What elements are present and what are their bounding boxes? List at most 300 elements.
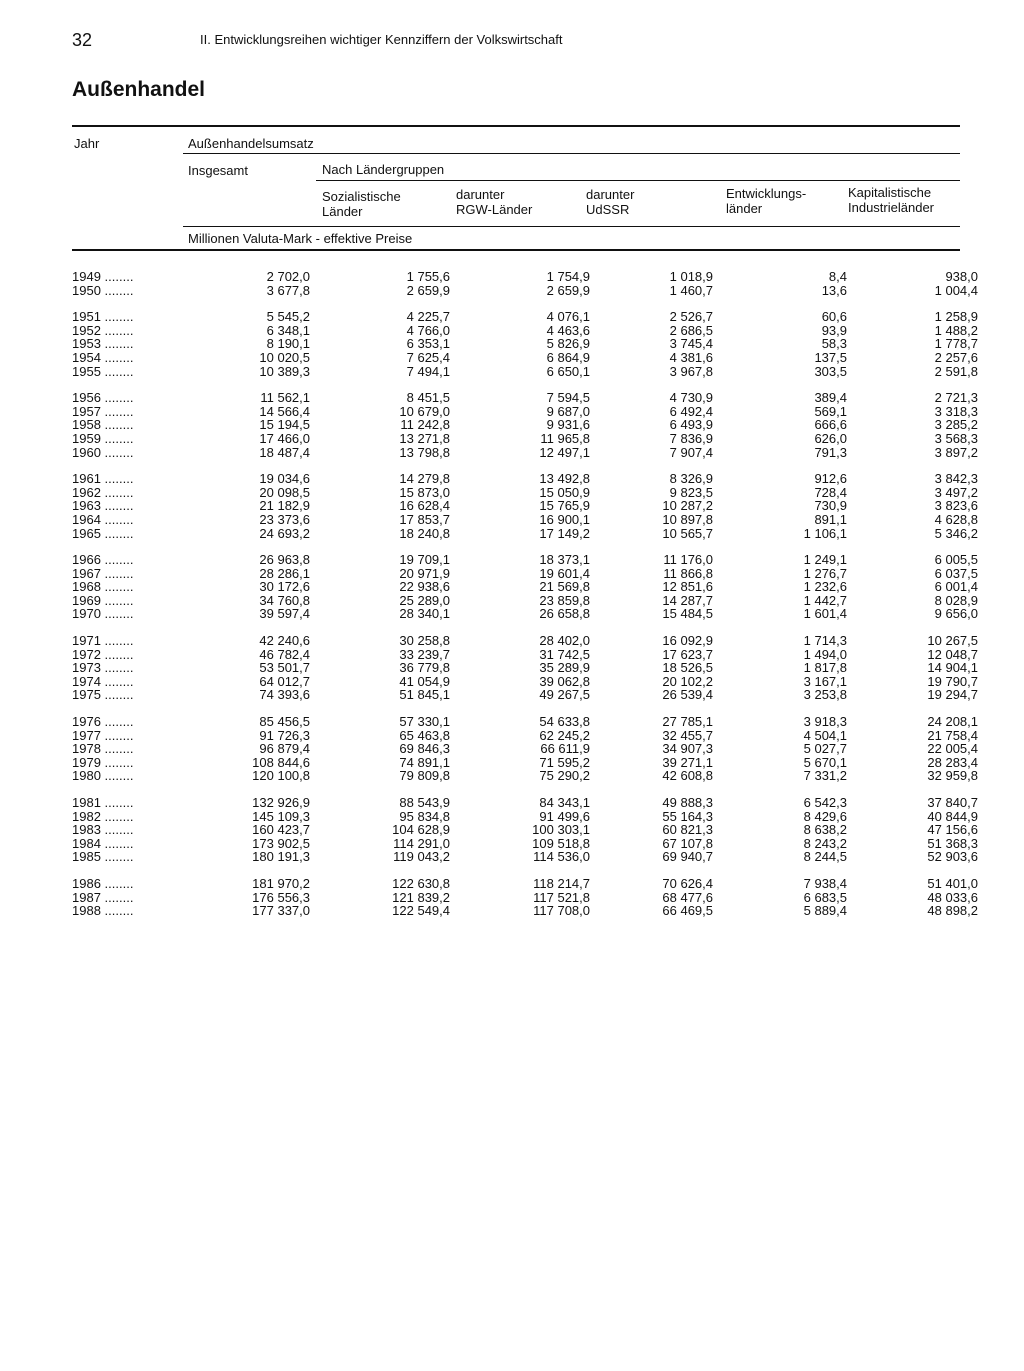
udssr-cell: 15 484,5 [662,606,713,622]
entwicklungslaender-cell: 730,9 [814,498,847,514]
table-row [72,378,978,405]
year-cell: 1977 ........ [72,727,134,743]
entwicklungslaender-cell: 5 027,7 [803,741,847,757]
sozialistische-cell: 104 628,9 [392,822,450,838]
year-cell: 1964 ........ [72,511,134,527]
rgw-cell: 4 463,6 [546,322,590,338]
rgw-cell: 118 214,7 [533,875,590,891]
rgw-cell: 62 245,2 [539,727,590,743]
insgesamt-cell: 85 456,5 [259,714,310,730]
sozialistische-cell: 11 242,8 [400,417,450,433]
table-row [72,904,978,918]
year-cell: 1949 ........ [72,269,134,284]
udssr-cell: 3 745,4 [669,336,713,352]
table-row [72,675,978,689]
insgesamt-cell: 145 109,3 [252,808,310,824]
header-sozialistische-laender [322,189,401,219]
rgw-cell: 28 402,0 [539,633,590,649]
insgesamt-cell: 120 100,8 [252,768,310,784]
kapitalistische-cell: 1 004,4 [934,282,978,298]
udssr-cell: 1 018,9 [669,269,713,284]
year-cell: 1954 ........ [72,349,134,365]
entwicklungslaender-cell: 1 601,4 [803,606,847,622]
udssr-cell: 32 455,7 [662,727,713,743]
insgesamt-cell: 18 487,4 [259,444,310,460]
year-cell: 1961 ........ [72,471,134,487]
rgw-cell: 23 859,8 [539,592,590,608]
kapitalistische-cell: 1 488,2 [934,322,978,338]
sozialistische-cell: 25 289,0 [399,592,450,608]
insgesamt-cell: 3 677,8 [266,282,310,298]
rgw-cell: 1 754,9 [546,269,590,284]
insgesamt-cell: 34 760,8 [259,592,310,608]
kapitalistische-cell: 14 904,1 [927,660,978,676]
rgw-cell: 2 659,9 [546,282,590,298]
insgesamt-cell: 11 562,1 [260,390,310,406]
udssr-cell: 9 823,5 [669,484,713,500]
header-rgw-laender [456,187,532,217]
entwicklungslaender-cell: 6 683,5 [803,889,847,905]
insgesamt-cell: 21 182,9 [259,498,310,514]
sozialistische-cell: 7 494,1 [406,363,450,379]
rgw-cell: 11 965,8 [540,430,590,446]
insgesamt-cell: 19 034,6 [259,471,310,487]
sozialistische-cell: 122 630,8 [392,875,450,891]
insgesamt-cell: 17 466,0 [259,430,310,446]
entwicklungslaender-cell: 3 918,3 [803,714,847,730]
entwicklungslaender-cell: 1 232,6 [803,579,847,595]
kapitalistische-cell: 24 208,1 [927,714,978,730]
kapitalistische-cell: 3 285,2 [934,417,978,433]
sozialistische-cell: 22 938,6 [399,579,450,595]
insgesamt-cell: 176 556,3 [252,889,310,905]
year-cell: 1963 ........ [72,498,134,514]
udssr-cell: 39 271,1 [662,754,713,770]
header-kapitalistische-industrielaender [848,185,934,215]
insgesamt-cell: 160 423,7 [252,822,310,838]
udssr-cell: 69 940,7 [662,849,713,865]
insgesamt-cell: 28 286,1 [259,565,310,581]
year-cell: 1984 ........ [72,835,134,851]
table-row [72,823,978,837]
rgw-cell: 117 708,0 [533,903,590,919]
udssr-cell: 4 381,6 [669,349,713,365]
header-udssr-line2: UdSSR [586,202,630,217]
sozialistische-cell: 30 258,8 [399,633,450,649]
header-rgw-line2: RGW-Länder [456,202,533,217]
udssr-cell: 2 686,5 [669,322,713,338]
header-udssr [586,187,634,217]
header-jahr: Jahr [74,136,100,151]
table-row [72,459,978,486]
table-row [72,891,978,905]
udssr-cell: 10 565,7 [662,525,713,541]
sozialistische-cell: 33 239,7 [399,646,450,662]
sozialistische-cell: 16 628,4 [399,498,450,514]
insgesamt-cell: 10 389,3 [259,363,310,379]
page-number: 32 [72,30,93,50]
insgesamt-cell: 6 348,1 [266,322,310,338]
top-rule [72,125,960,127]
sozialistische-cell: 79 809,8 [399,768,450,784]
header-kap-line1: Kapitalistische [848,185,932,200]
kapitalistische-cell: 3 318,3 [934,403,978,419]
year-cell: 1952 ........ [72,322,134,338]
year-cell: 1965 ........ [72,525,134,541]
rgw-cell: 35 289,9 [539,660,590,676]
sozialistische-cell: 1 755,6 [406,269,450,284]
entwicklungslaender-cell: 5 889,4 [803,903,847,919]
kapitalistische-cell: 4 628,8 [934,511,978,527]
insgesamt-cell: 15 194,5 [259,417,310,433]
insgesamt-cell: 91 726,3 [259,727,310,743]
table-row [72,688,978,702]
kapitalistische-cell: 3 842,3 [934,471,978,487]
kapitalistische-cell: 938,0 [945,269,978,284]
udssr-cell: 55 164,3 [662,808,713,824]
rgw-cell: 6 864,9 [546,349,590,365]
rgw-cell: 31 742,5 [539,646,590,662]
table-row [72,540,978,567]
entwicklungslaender-cell: 8,4 [828,269,847,284]
entwicklungslaender-cell: 4 504,1 [803,727,847,743]
year-cell: 1987 ........ [72,889,134,905]
sozialistische-cell: 7 625,4 [406,349,450,365]
sozialistische-cell: 13 271,8 [399,430,450,446]
insgesamt-cell: 42 240,6 [259,633,310,649]
kapitalistische-cell: 6 037,5 [934,565,978,581]
entwicklungslaender-cell: 666,6 [814,417,847,433]
table-row [72,351,978,365]
year-cell: 1955 ........ [72,363,134,379]
rgw-cell: 100 303,1 [532,822,590,838]
kapitalistische-cell: 3 568,3 [934,430,978,446]
table-row [72,365,978,379]
year-cell: 1973 ........ [72,660,134,676]
insgesamt-cell: 24 693,2 [259,525,310,541]
table-row [72,864,978,891]
udssr-cell: 16 092,9 [662,633,713,649]
kapitalistische-cell: 3 897,2 [934,444,978,460]
sozialistische-cell: 65 463,8 [399,727,450,743]
entwicklungslaender-cell: 7 938,4 [803,875,847,891]
sozialistische-cell: 19 709,1 [399,552,450,568]
sozialistische-cell: 51 845,1 [399,687,450,703]
year-cell: 1967 ........ [72,565,134,581]
udssr-cell: 26 539,4 [662,687,713,703]
table-row [72,513,978,527]
entwicklungslaender-cell: 1 249,1 [803,552,847,568]
insgesamt-cell: 23 373,6 [259,511,310,527]
year-cell: 1970 ........ [72,606,134,622]
entwicklungslaender-cell: 13,6 [821,282,847,298]
entwicklungslaender-cell: 728,4 [814,484,847,500]
insgesamt-cell: 96 879,4 [259,741,310,757]
kapitalistische-cell: 51 401,0 [927,875,978,891]
kapitalistische-cell: 5 346,2 [934,525,978,541]
kapitalistische-cell: 3 497,2 [934,484,978,500]
insgesamt-cell: 46 782,4 [259,646,310,662]
year-cell: 1950 ........ [72,282,134,298]
entwicklungslaender-cell: 8 243,2 [803,835,847,851]
entwicklungslaender-cell: 3 167,1 [803,673,847,689]
year-cell: 1953 ........ [72,336,134,352]
udssr-cell: 2 526,7 [669,309,713,325]
sozialistische-cell: 20 971,9 [399,565,450,581]
sozialistische-cell: 114 291,0 [393,835,450,851]
rgw-cell: 17 149,2 [539,525,590,541]
kapitalistische-cell: 19 294,7 [927,687,978,703]
rgw-cell: 12 497,1 [539,444,590,460]
udssr-cell: 27 785,1 [662,714,713,730]
rgw-cell: 15 765,9 [539,498,590,514]
rgw-cell: 75 290,2 [539,768,590,784]
table-row [72,702,978,729]
entwicklungslaender-cell: 7 331,2 [803,768,847,784]
unit-label: Millionen Valuta-Mark - effektive Preise [188,231,413,246]
sozialistische-cell: 36 779,8 [399,660,450,676]
insgesamt-cell: 26 963,8 [259,552,310,568]
kapitalistische-cell: 10 267,5 [927,633,978,649]
umsatz-rule [183,153,960,154]
rgw-cell: 5 826,9 [546,336,590,352]
udssr-cell: 14 287,7 [662,592,713,608]
table-row [72,769,978,783]
sozialistische-cell: 119 043,2 [393,849,450,865]
rgw-cell: 19 601,4 [539,565,590,581]
kapitalistische-cell: 28 283,4 [927,754,978,770]
insgesamt-cell: 64 012,7 [259,673,310,689]
year-cell: 1982 ........ [72,808,134,824]
year-cell: 1960 ........ [72,444,134,460]
table-row [72,580,978,594]
sozialistische-cell: 28 340,1 [399,606,450,622]
insgesamt-cell: 10 020,5 [259,349,310,365]
insgesamt-cell: 74 393,6 [259,687,310,703]
year-cell: 1958 ........ [72,417,134,433]
insgesamt-cell: 2 702,0 [266,269,310,284]
year-cell: 1975 ........ [72,687,134,703]
header-entw-line1: Entwicklungs- [726,186,807,201]
insgesamt-cell: 173 902,5 [252,835,310,851]
rgw-cell: 6 650,1 [546,363,590,379]
year-cell: 1979 ........ [72,754,134,770]
sozialistische-cell: 10 679,0 [399,403,450,419]
year-cell: 1959 ........ [72,430,134,446]
rgw-cell: 84 343,1 [539,795,590,810]
entwicklungslaender-cell: 58,3 [821,336,847,352]
data-table-body [72,270,978,918]
kapitalistische-cell: 32 959,8 [927,768,978,784]
entwicklungslaender-cell: 1 494,0 [803,646,847,662]
year-cell: 1966 ........ [72,552,134,568]
rgw-cell: 54 633,8 [539,714,590,730]
header-nach-laendergruppen: Nach Ländergruppen [322,162,445,177]
udssr-cell: 17 623,7 [662,646,713,662]
udssr-cell: 3 967,8 [669,363,713,379]
insgesamt-cell: 30 172,6 [259,579,310,595]
udssr-cell: 60 821,3 [662,822,713,838]
table-row [72,337,978,351]
udssr-cell: 34 907,3 [662,741,713,757]
udssr-cell: 70 626,4 [662,875,713,891]
header-umsatz: Außenhandelsumsatz [188,136,314,151]
kapitalistische-cell: 12 048,7 [927,646,978,662]
table-row [72,270,978,284]
sozialistische-cell: 69 846,3 [399,741,450,757]
year-cell: 1956 ........ [72,390,134,406]
year-cell: 1968 ........ [72,579,134,595]
insgesamt-cell: 39 597,4 [259,606,310,622]
rgw-cell: 4 076,1 [546,309,590,325]
year-cell: 1980 ........ [72,768,134,784]
insgesamt-cell: 5 545,2 [266,309,310,325]
rgw-cell: 21 569,8 [539,579,590,595]
udssr-cell: 20 102,2 [662,673,713,689]
rgw-cell: 9 687,0 [546,403,590,419]
entwicklungslaender-cell: 389,4 [814,390,847,406]
table-row [72,837,978,851]
entwicklungslaender-cell: 1 106,1 [803,525,847,541]
header-sozialistische-line2: Länder [322,204,363,219]
kapitalistische-cell: 47 156,6 [927,822,978,838]
kapitalistische-cell: 40 844,9 [927,808,978,824]
year-cell: 1957 ........ [72,403,134,419]
table-row [72,756,978,770]
insgesamt-cell: 180 191,3 [252,849,310,865]
kapitalistische-cell: 2 721,3 [934,390,978,406]
header-rgw-line1: darunter [456,187,505,202]
kapitalistische-cell: 8 028,9 [934,592,978,608]
entwicklungslaender-cell: 8 429,6 [803,808,847,824]
table-row [72,527,978,541]
sozialistische-cell: 122 549,4 [392,903,450,919]
table-row [72,567,978,581]
year-cell: 1983 ........ [72,822,134,838]
entwicklungslaender-cell: 791,3 [814,444,847,460]
table-row [72,486,978,500]
insgesamt-cell: 20 098,5 [259,484,310,500]
year-cell: 1962 ........ [72,484,134,500]
udssr-cell: 66 469,5 [662,903,713,919]
sozialistische-cell: 74 891,1 [399,754,450,770]
sozialistische-cell: 4 225,7 [406,309,450,325]
data-table [72,270,978,918]
table-row [72,297,978,324]
kapitalistische-cell: 3 823,6 [934,498,978,514]
insgesamt-cell: 8 190,1 [266,336,310,352]
rgw-cell: 16 900,1 [539,511,590,527]
kapitalistische-cell: 21 758,4 [927,727,978,743]
year-cell: 1985 ........ [72,849,134,865]
udssr-cell: 1 460,7 [669,282,713,298]
header-kap-line2: Industrieländer [848,200,934,215]
sozialistische-cell: 18 240,8 [399,525,450,541]
rgw-cell: 114 536,0 [533,849,590,865]
udssr-cell: 11 176,0 [663,552,713,568]
table-row [72,729,978,743]
sozialistische-cell: 4 766,0 [406,322,450,338]
entwicklungslaender-cell: 1 817,8 [803,660,847,676]
sozialistische-cell: 88 543,9 [399,795,450,810]
rgw-cell: 13 492,8 [539,471,590,487]
entwicklungslaender-cell: 5 670,1 [803,754,847,770]
insgesamt-cell: 181 970,2 [252,875,310,891]
rgw-cell: 49 267,5 [539,687,590,703]
table-row [72,607,978,621]
rgw-cell: 39 062,8 [539,673,590,689]
sozialistische-cell: 2 659,9 [406,282,450,298]
entwicklungslaender-cell: 912,6 [814,471,847,487]
kapitalistische-cell: 6 001,4 [934,579,978,595]
rgw-cell: 18 373,1 [539,552,590,568]
table-row [72,324,978,338]
sozialistische-cell: 57 330,1 [399,714,450,730]
entwicklungslaender-cell: 303,5 [814,363,847,379]
year-cell: 1969 ........ [72,592,134,608]
udssr-cell: 8 326,9 [669,471,713,487]
entwicklungslaender-cell: 6 542,3 [803,795,847,810]
header-udssr-line1: darunter [586,187,635,202]
section-title: Außenhandel [72,78,206,101]
table-row [72,405,978,419]
running-head: II. Entwicklungsreihen wichtiger Kennziffern der Volkswirtschaft [200,32,563,47]
kapitalistische-cell: 19 790,7 [927,673,978,689]
entwicklungslaender-cell: 60,6 [821,309,847,325]
sozialistische-cell: 14 279,8 [399,471,450,487]
entwicklungslaender-cell: 93,9 [821,322,847,338]
table-row [72,432,978,446]
udssr-cell: 12 851,6 [662,579,713,595]
table-row [72,594,978,608]
kapitalistische-cell: 48 033,6 [927,889,978,905]
entwicklungslaender-cell: 8 638,2 [803,822,847,838]
rgw-cell: 9 931,6 [546,417,590,433]
udssr-cell: 49 888,3 [662,795,713,810]
udssr-cell: 10 897,8 [662,511,713,527]
udssr-cell: 7 907,4 [669,444,713,460]
year-cell: 1986 ........ [72,875,134,891]
table-row [72,499,978,513]
header-bottom-rule [72,249,960,251]
year-cell: 1981 ........ [72,795,134,810]
kapitalistische-cell: 1 778,7 [934,336,978,352]
udssr-cell: 7 836,9 [669,430,713,446]
udssr-cell: 68 477,6 [662,889,713,905]
udssr-cell: 6 493,9 [669,417,713,433]
entwicklungslaender-cell: 8 244,5 [803,849,847,865]
sozialistische-cell: 41 054,9 [399,673,450,689]
table-row [72,648,978,662]
entwicklungslaender-cell: 137,5 [814,349,847,365]
entwicklungslaender-cell: 569,1 [814,403,847,419]
table-row [72,810,978,824]
rgw-cell: 7 594,5 [546,390,590,406]
sozialistische-cell: 6 353,1 [406,336,450,352]
insgesamt-cell: 132 926,9 [252,795,310,810]
insgesamt-cell: 14 566,4 [259,403,310,419]
year-cell: 1974 ........ [72,673,134,689]
year-cell: 1978 ........ [72,741,134,757]
kapitalistische-cell: 2 591,8 [934,363,978,379]
sozialistische-cell: 121 839,2 [392,889,450,905]
kapitalistische-cell: 1 258,9 [934,309,978,325]
header-insgesamt: Insgesamt [188,163,248,178]
sozialistische-cell: 95 834,8 [399,808,450,824]
sozialistische-cell: 17 853,7 [399,511,450,527]
rgw-cell: 66 611,9 [540,741,590,757]
table-row [72,418,978,432]
